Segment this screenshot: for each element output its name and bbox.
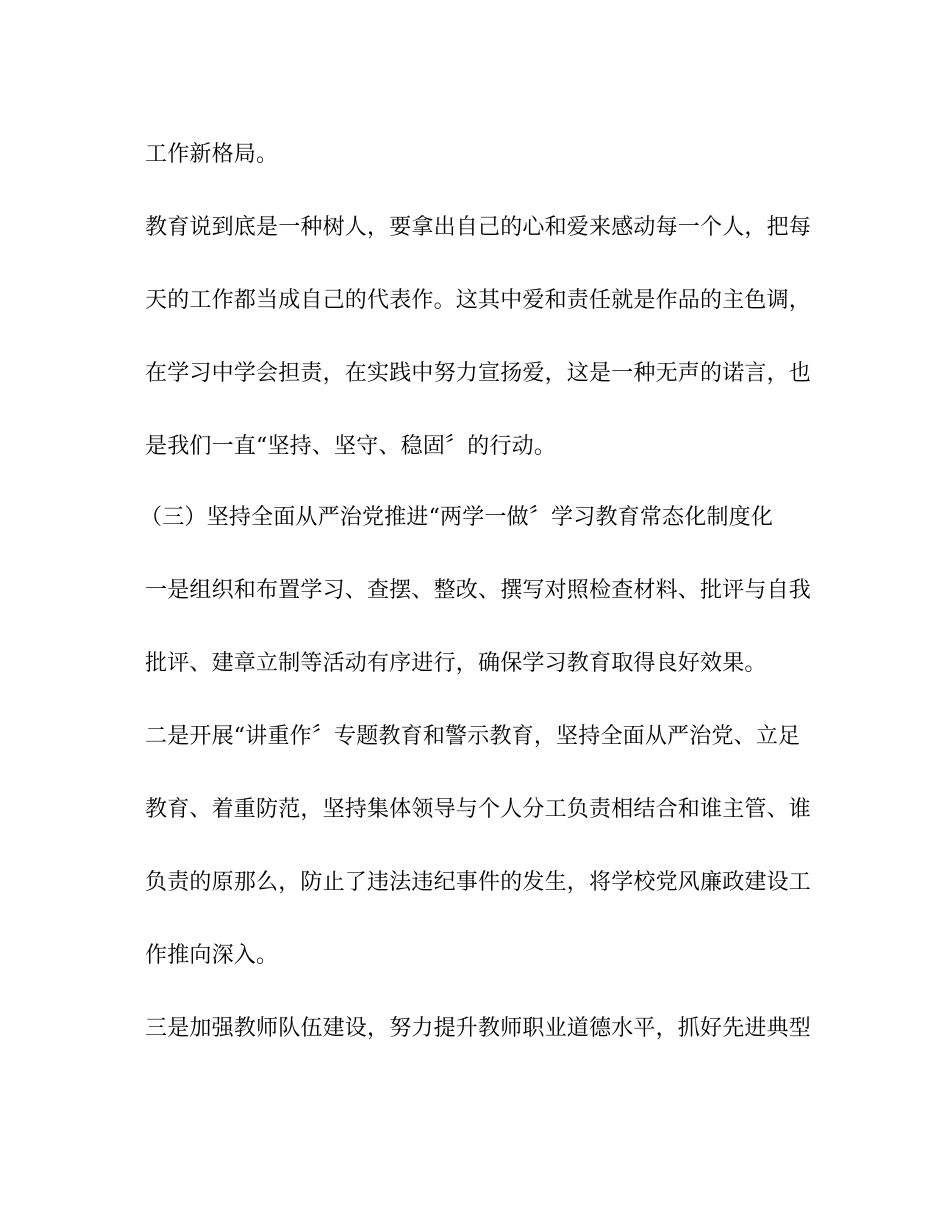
text-line-8: 批评、建章立制等活动有序进行，确保学习教育取得良好效果。 <box>145 651 767 676</box>
text-line-7: 一是组织和布置学习、查摆、整改、撰写对照检查材料、批评与自我 <box>145 578 812 603</box>
text-line-12: 作推向深入。 <box>145 943 279 968</box>
text-line-1: 工作新格局。 <box>145 142 279 167</box>
text-line-9: 二是开展“讲重作〞专题教育和警示教育，坚持全面从严治党、立足 <box>145 724 801 749</box>
text-line-4: 在学习中学会担责，在实践中努力宣扬爱，这是一种无声的诺言，也 <box>145 361 812 386</box>
text-line-11: 负责的原那么，防止了违法违纪事件的发生，将学校党风廉政建设工 <box>145 870 812 895</box>
text-line-3: 天的工作都当成自己的代表作。这其中爱和责任就是作品的主色调， <box>145 288 812 313</box>
text-line-13: 三是加强教师队伍建设，努力提升教师职业道德水平，抓好先进典型 <box>145 1016 812 1041</box>
text-line-2: 教育说到底是一种树人，要拿出自己的心和爱来感动每一个人，把每 <box>145 215 812 240</box>
text-line-10: 教育、着重防范，坚持集体领导与个人分工负责相结合和谁主管、谁 <box>145 797 812 822</box>
section-heading: （三）坚持全面从严治党推进“两学一做〞学习教育常态化制度化 <box>140 505 774 530</box>
text-line-5: 是我们一直“坚持、坚守、稳固〞的行动。 <box>145 434 557 459</box>
